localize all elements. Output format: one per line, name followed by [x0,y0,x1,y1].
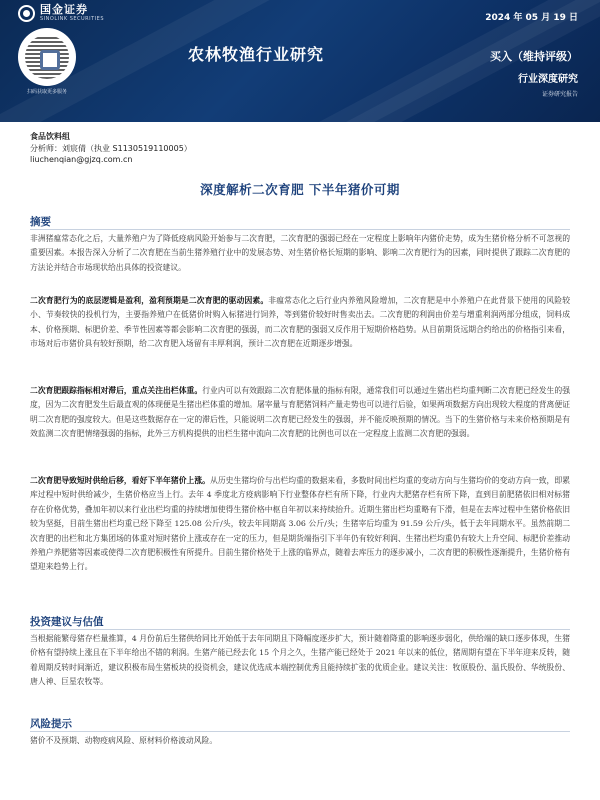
header-banner [0,0,600,122]
brand-logo [18,4,104,23]
paragraph-risk: 猪价不及预期、动物疫病风险、原材料价格波动风险。 [30,736,218,745]
author-info [30,131,192,166]
paragraph-logic [30,294,570,352]
section-abstract-title: 摘要 [30,216,51,228]
brand-name-cn: 国金证券 [40,3,88,16]
industry-title: 农林牧渔行业研究 [188,45,325,64]
paragraph-body: 行业内可以有效跟踪二次育肥体量的指标有限，通常我们可以通过生猪出栏均重判断二次育肥已经发生的强度，因为二次育肥发生后最直观的体现便是生猪出栏体重的增加。屠宰量与育肥猪饲料产量走势也可以进行后验，如果两项数据方向出现较大程度的背离便证明二次育肥的强度较大。但是这些数据存在一定的滞后性，只能说明二次育肥已经发生的强弱，并不能反映预期的情况。当下的生猪价格与未来价格预期是有效监测二次育肥情绪强弱的指标，此外三方机构提供的出栏生猪中流向二次育肥的比例也可以在一定程度上监测二次育肥的强弱。 [30,386,570,439]
report-type: 行业深度研究 [518,74,578,85]
paragraph-body: 非瘟常态化之后行业内养殖风险增加，二次育肥是中小养殖户在此背景下使用的风险较小、节奏较快的投机行为，主要指养殖户在低猪价时购入标猪进行饲养，等到猪价较好时售卖出去。二次育肥的利润由价差与增重利润两部分组成，饲料成本、价格预期、标肥价差、季节性因素等都会影响二次育肥的强弱，而二次育肥的强弱又反作用于短期价格趋势。从目前期货远期合约给出的价格指引来看，市场对后市猪价具有较好预期，给二次育肥入场留有丰厚利润，预计二次育肥在近期逐步增强。 [30,296,570,349]
report-title: 深度解析二次育肥 下半年猪价可期 [200,182,400,197]
paragraph-lead: 二次育肥导致短时供给后移，看好下半年猪价上涨。 [30,476,211,485]
qr-caption: 扫码获取更多服务 [26,89,67,95]
brand-name-en: SINOLINK SECURITIES [40,16,104,22]
section-invest-title: 投资建议与估值 [30,616,104,628]
section-divider [30,629,570,630]
rating-badge: 买入（维持评级） [490,50,578,63]
section-divider [30,229,570,230]
qr-code[interactable] [18,28,76,86]
brand-logo-icon [18,5,35,22]
paragraph-lead: 二次育肥跟踪指标相对滞后，重点关注出栏体重。 [30,386,203,395]
paragraph-intro: 非洲猪瘟常态化之后，大量养殖户为了降低疫病风险开始参与二次育肥，二次育肥的强弱已经在一定程度上影响年内猪价走势，成为生猪价格分析不可忽视的重要因素。本报告深入分析了二次育肥在当前生猪养殖行业中的发展态势、对生猪价格长短期的影响、影响二次育肥行为的因素，同时提供了跟踪二次育肥的方法论并结合市场现状给出具体的投资建议。 [30,234,570,272]
paragraph-tracking [30,384,570,442]
department: 食品饮料组 [30,132,70,141]
report-subtype: 证券研究报告 [541,91,578,98]
section-divider [30,731,570,732]
paragraph-lead: 二次育肥行为的底层逻辑是盈利，盈利预期是二次育肥的驱动因素。 [30,296,269,305]
paragraph-invest: 当根据能繁母猪存栏量推算，4 月份前后生猪供给同比开始低于去年同期且下降幅度逐步扩大，预计随着降重的影响逐步弱化，供给端的缺口逐步体现，生猪价格有望持续上涨且在下半年给出不错的利润。生猪产能已经去化 15 个月之久，生猪产能已经处于 2021 年以来的低位，猪周期有望在下半年迎来反转，随着周期反转时间渐近，建议积极布局生猪板块的投资机会，建议优选成本端控制优秀且能持续扩张的优质企业。建议关注：牧原股份、温氏股份、华统股份、唐人神、巨星农牧等。 [30,634,570,687]
qr-code-icon [25,35,69,79]
report-date: 2024 年 05 月 19 日 [485,13,578,23]
paragraph-outlook [30,474,570,575]
analyst-email[interactable]: liuchenqian@gjzq.com.cn [30,155,133,164]
paragraph-body: 从历史生猪均价与出栏均重的数据来看，多数时间出栏均重的变动方向与生猪均价的变动方向一致，即累库过程中短时供给减少，生猪价格应当上行。去年 4 季度北方疫病影响下行业整体存栏有所下降，行业内大肥猪存栏有所下降，直到目前肥猪依旧相对标猪存在价格优势，叠加年初以来行业出栏均重的持续增加使得生猪价格中枢自年初以来持续抬升。近期生猪出栏均重略有下滑，但是在去库过程中生猪价格依旧较为坚挺，目前生猪出栏均重已经下降至 125.08 公斤/头，较去年同期高 3.06 公斤/头；生猪宰后均重为 91.59 公斤/头，低于去年同期水平。虽然前期二次育肥的出栏和北方集团场的体重对短时猪价上涨或存在一定的压力，但是期货端指引下半年仍有较好利润、生猪出栏均重仍有较大上升空间、标肥价差推动养殖户养肥猪等因素或使得二次育肥积极性有所提升。目前生猪价格处于上涨的临界点，随着去库压力的逐步减小，二次育肥的积极性逐渐提升，生猪价格有望迎来趋势上行。 [30,476,571,572]
analyst: 分析师：刘宸倩（执业 S1130519110005） [30,143,192,153]
section-risk-title: 风险提示 [30,718,72,730]
